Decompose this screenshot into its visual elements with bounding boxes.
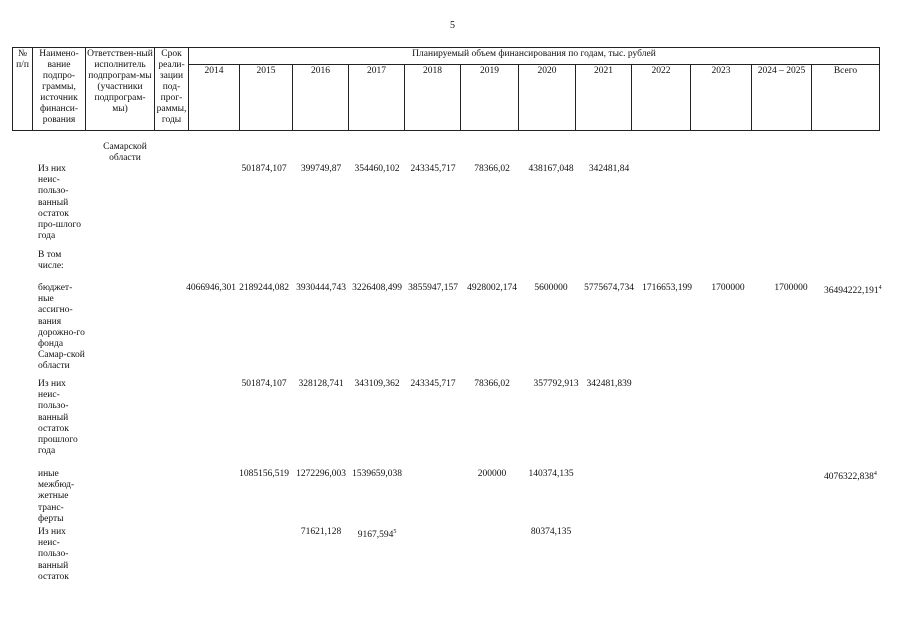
header-year: 2017 <box>349 65 405 131</box>
cell-value: 1716653,199 <box>642 283 692 293</box>
row-label: Из них неис-пользо-ванный остаток про-шлого года <box>38 164 81 242</box>
cell-value: 342481,84 <box>588 164 630 174</box>
header-planned-financing: Планируемый объем финансирования по годам, тыс. рублей <box>189 48 880 65</box>
cell-value-total <box>824 469 877 483</box>
header-year: 2015 <box>240 65 293 131</box>
cell-value: 140374,135 <box>528 469 574 479</box>
header-col-term: Срок реали-зации под-прог-раммы, годы <box>155 48 189 131</box>
cell-value: 1539659,038 <box>352 469 402 479</box>
cell-value: 501874,107 <box>241 379 287 389</box>
total-value: 4076322,838 <box>824 472 874 483</box>
cell-value: 200000 <box>477 469 507 479</box>
carry-over-text: Самарской области <box>103 142 147 164</box>
cell-value: 71621,128 <box>300 527 342 537</box>
cell-value: 357792,913 <box>533 379 579 389</box>
row-label: бюджет-ные ассигно-вания дорожно-го фонда Самар-ской области <box>38 283 85 372</box>
value: 9167,594 <box>357 530 394 541</box>
header-year: 2023 <box>691 65 752 131</box>
cell-value <box>358 527 397 541</box>
row-label: иные межбюд-жетные транс-ферты <box>38 469 75 524</box>
cell-value: 80374,135 <box>530 527 572 537</box>
cell-value: 78366,02 <box>474 164 510 174</box>
row-label: В том числе: <box>38 250 64 272</box>
cell-value: 501874,107 <box>241 164 287 174</box>
cell-value: 354460,102 <box>354 164 400 174</box>
cell-value: 4928002,174 <box>467 283 517 293</box>
header-year: 2018 <box>405 65 461 131</box>
row-label: Из них неис-пользо-ванный остаток <box>38 527 69 582</box>
cell-value: 3930444,743 <box>296 283 346 293</box>
cell-value: 3855947,157 <box>408 283 458 293</box>
total-value: 36494222,191 <box>824 286 879 297</box>
cell-value: 2189244,082 <box>239 283 289 293</box>
header-year: 2022 <box>632 65 691 131</box>
header-year: 2020 <box>519 65 576 131</box>
cell-value: 4066946,301 <box>186 283 236 293</box>
cell-value: 1700000 <box>774 283 808 293</box>
cell-value-total <box>824 283 882 297</box>
cell-value: 78366,02 <box>474 379 510 389</box>
cell-value: 1700000 <box>711 283 745 293</box>
cell-value: 1272296,003 <box>296 469 346 479</box>
header-col-num: № п/п <box>13 48 33 131</box>
header-year: 2019 <box>461 65 519 131</box>
header-year: 2016 <box>293 65 349 131</box>
footnote-mark: 4 <box>873 471 877 477</box>
cell-value: 399749,87 <box>300 164 342 174</box>
header-col-name: Наимено-вание подпро-граммы, источник финанси-рования <box>33 48 86 131</box>
cell-value: 3226408,499 <box>352 283 402 293</box>
footnote-mark: 5 <box>393 529 397 535</box>
header-year-total: Всего <box>812 65 880 131</box>
cell-value: 342481,839 <box>586 379 632 389</box>
cell-value: 1085156,519 <box>239 469 289 479</box>
cell-value: 243345,717 <box>410 379 456 389</box>
cell-value: 343109,362 <box>354 379 400 389</box>
header-year: 2024 – 2025 <box>752 65 812 131</box>
header-year: 2014 <box>189 65 240 131</box>
cell-value: 5600000 <box>534 283 568 293</box>
cell-value: 5775674,734 <box>584 283 634 293</box>
cell-value: 438167,048 <box>528 164 574 174</box>
header-year: 2021 <box>576 65 632 131</box>
finance-table-header <box>12 47 880 131</box>
cell-value: 243345,717 <box>410 164 456 174</box>
cell-value: 328128,741 <box>298 379 344 389</box>
row-label: Из них неис-пользо-ванный остаток прошлого года <box>38 379 78 457</box>
header-col-responsible: Ответствен-ный исполнитель подпрограм-мы (участники подпрограм-мы) <box>86 48 155 131</box>
footnote-mark: 4 <box>878 285 882 291</box>
page-number: 5 <box>450 20 455 31</box>
